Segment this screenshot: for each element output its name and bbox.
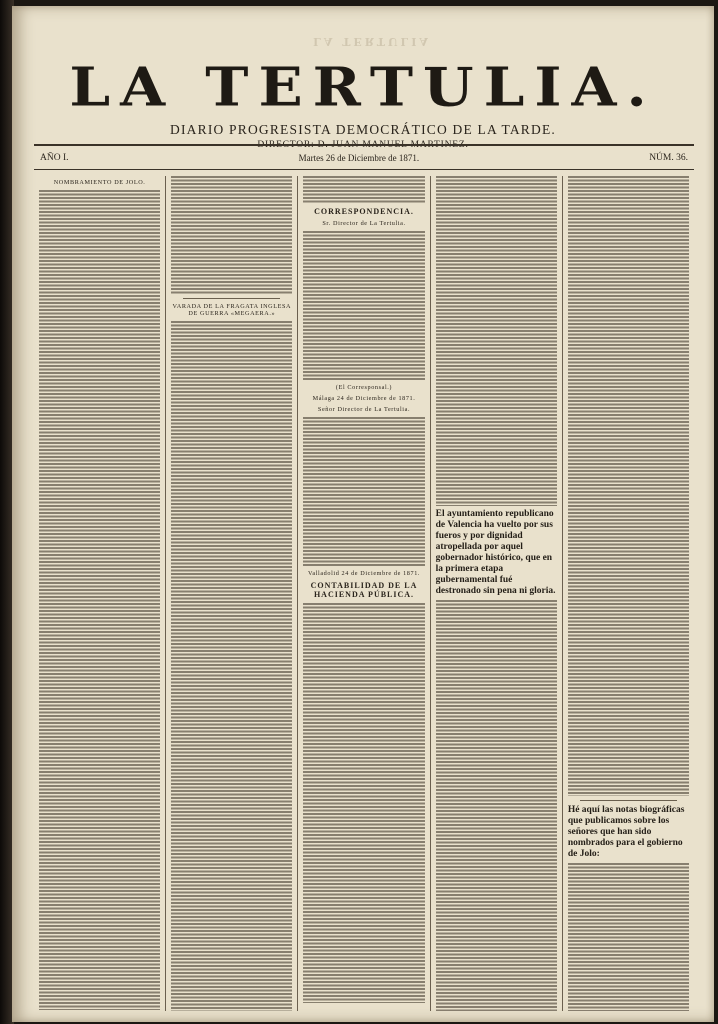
column-2-body-top: [171, 176, 292, 294]
issue-info-bar: [34, 144, 694, 170]
correspondence-signature-1: (El Corresponsal.): [335, 384, 393, 391]
masthead: [32, 56, 694, 150]
column-4-body-text: [436, 600, 557, 1011]
article-columns: [34, 176, 694, 1011]
column-3-body-top: [303, 176, 424, 204]
issue-year: AÑO I.: [40, 152, 69, 163]
column-1-heading: NOMBRAMIENTO DE JOLO.: [53, 179, 146, 186]
correspondence-body-1: [303, 231, 424, 381]
column-5-body-top: [568, 176, 689, 796]
column-5: [563, 176, 694, 1011]
column-2: [166, 176, 298, 1011]
contabilidad-body-text: [303, 603, 424, 1003]
newspaper-director: DIRECTOR: D. JUAN MANUEL MARTINEZ.: [257, 140, 469, 150]
column-1-body-text: [39, 190, 160, 1010]
newspaper-subtitle: DIARIO PROGRESISTA DEMOCRÁTICO DE LA TARDE.: [170, 122, 556, 137]
column-2-divider: [183, 298, 280, 299]
column-2-heading: VARADA DE LA FRAGATA INGLESA DE GUERRA «MEGAERA.»: [172, 303, 292, 317]
correspondence-body-2: [303, 417, 424, 567]
column-5-lead-paragraph: Hé aquí las notas biográficas que publicamos sobre los señores que han sido nombrados para el gobierno de Jolo:: [567, 805, 685, 859]
correspondence-dateline-2: Valladolid 24 de Diciembre de 1871.: [307, 570, 421, 577]
contabilidad-heading: CONTABILIDAD DE LA HACIENDA PÚBLICA.: [310, 581, 418, 599]
column-4-body-top: [436, 176, 557, 506]
newspaper-page: [12, 6, 714, 1022]
issue-date: Martes 26 de Diciembre de 1871.: [298, 152, 420, 163]
newspaper-title: LA TERTULIA.: [69, 55, 657, 119]
column-3: [298, 176, 430, 1011]
column-4: [431, 176, 563, 1011]
column-1: [34, 176, 166, 1011]
issue-number: NÚM. 36.: [649, 152, 688, 163]
column-5-divider: [580, 800, 677, 801]
correspondence-salutation-1: Sr. Director de La Tertulia.: [322, 220, 406, 227]
column-2-body-text: [171, 321, 292, 1011]
reverse-side-bleed: LA TERTULIA: [313, 35, 431, 48]
correspondence-heading: CORRESPONDENCIA.: [314, 207, 414, 216]
column-4-lead-paragraph: El ayuntamiento republicano de Valencia ha vuelto por sus fueros y por dignidad atropellada por aquel gobernador histórico, que en la primera etapa gubernamental fué destronado sin pena ni gloria.: [435, 509, 556, 596]
correspondence-dateline-1: Málaga 24 de Diciembre de 1871.: [312, 395, 416, 402]
correspondence-salutation-2: Señor Director de La Tertulia.: [317, 406, 411, 413]
column-5-body-text: [568, 863, 689, 1011]
